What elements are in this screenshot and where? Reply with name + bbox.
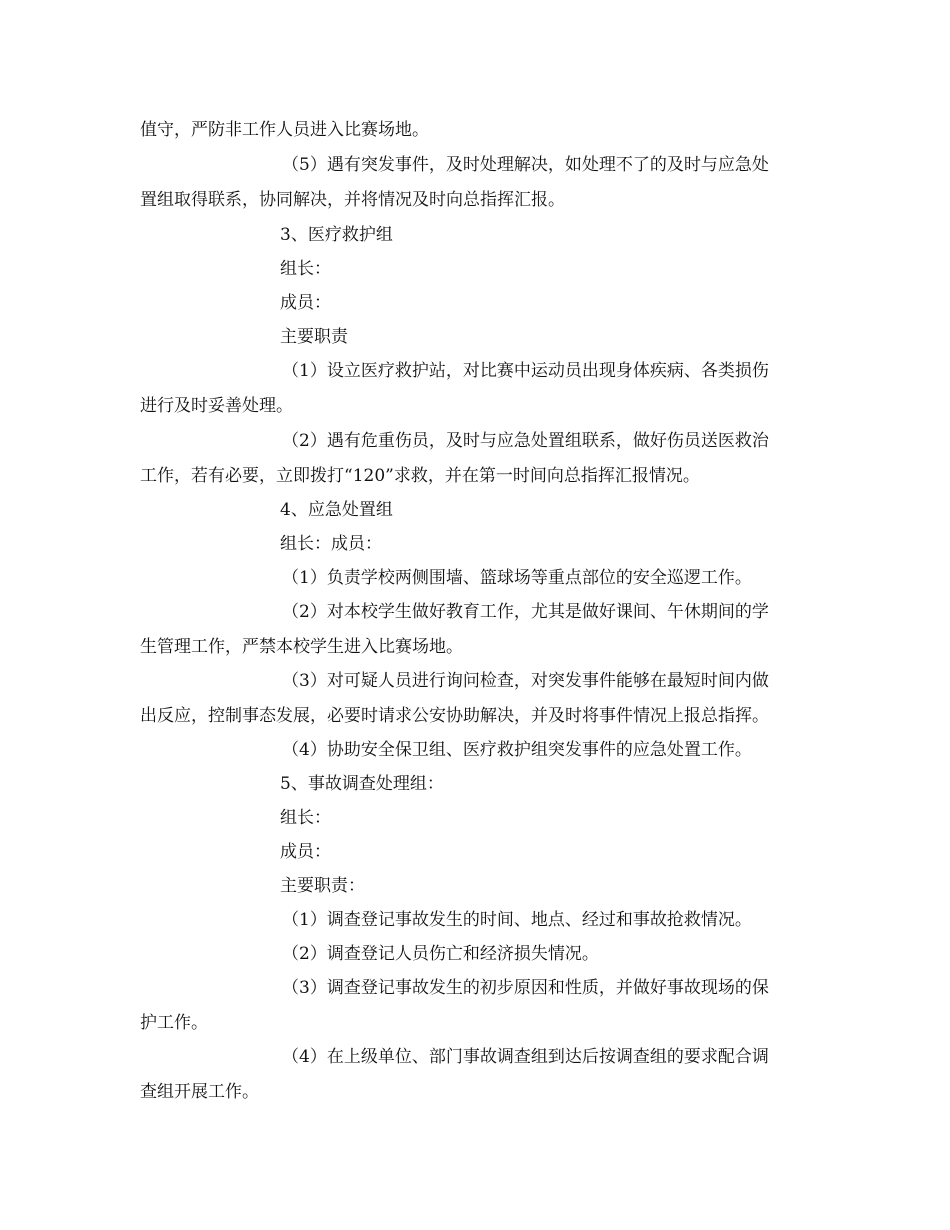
text-line: （4）在上级单位、部门事故调查组到达后按调查组的要求配合调 (282, 1047, 769, 1067)
text-line: （1）负责学校两侧围墙、篮球场等重点部位的安全巡逻工作。 (282, 568, 752, 588)
text-line: 组长： (280, 259, 331, 279)
text-line: 护工作。 (140, 1013, 208, 1033)
text-line: （2）对本校学生做好教育工作，尤其是做好课间、午休期间的学 (282, 602, 769, 622)
text-line: 工作，若有必要，立即拨打“120”求救，并在第一时间向总指挥汇报情况。 (140, 466, 700, 486)
text-line: 查组开展工作。 (140, 1082, 259, 1102)
section-heading: 5、事故调查处理组： (280, 774, 444, 794)
text-line: 成员： (280, 842, 331, 862)
text-line: 值守，严防非工作人员进入比赛场地。 (140, 120, 429, 140)
section-heading: 3、医疗救护组 (280, 225, 393, 245)
text-line: 成员： (280, 293, 331, 313)
text-line: （4）协助安全保卫组、医疗救护组突发事件的应急处置工作。 (282, 740, 752, 760)
text-line: 生管理工作，严禁本校学生进入比赛场地。 (140, 637, 463, 657)
text-line: 组长： (280, 808, 331, 828)
text-line: （3）对可疑人员进行询问检查，对突发事件能够在最短时间内做 (282, 671, 769, 691)
text-line: 置组取得联系，协同解决，并将情况及时向总指挥汇报。 (140, 190, 565, 210)
text-line: （2）调查登记人员伤亡和经济损失情况。 (282, 944, 599, 964)
text-line: （5）遇有突发事件，及时处理解决，如处理不了的及时与应急处 (282, 155, 769, 175)
text-line: （1）设立医疗救护站，对比赛中运动员出现身体疾病、各类损伤 (282, 361, 769, 381)
text-line: 出反应，控制事态发展，必要时请求公安协助解决，并及时将事件情况上报总指挥。 (140, 706, 769, 726)
text-line: （1）调查登记事故发生的时间、地点、经过和事故抢救情况。 (282, 910, 752, 930)
text-line: 进行及时妥善处理。 (140, 396, 293, 416)
text-line: 主要职责： (280, 876, 365, 896)
text-line: 主要职责 (280, 327, 348, 347)
text-line: 组长：成员： (280, 534, 382, 554)
text-line: （3）调查登记事故发生的初步原因和性质，并做好事故现场的保 (282, 978, 769, 998)
section-heading: 4、应急处置组 (280, 500, 393, 520)
text-line: （2）遇有危重伤员，及时与应急处置组联系，做好伤员送医救治 (282, 431, 769, 451)
